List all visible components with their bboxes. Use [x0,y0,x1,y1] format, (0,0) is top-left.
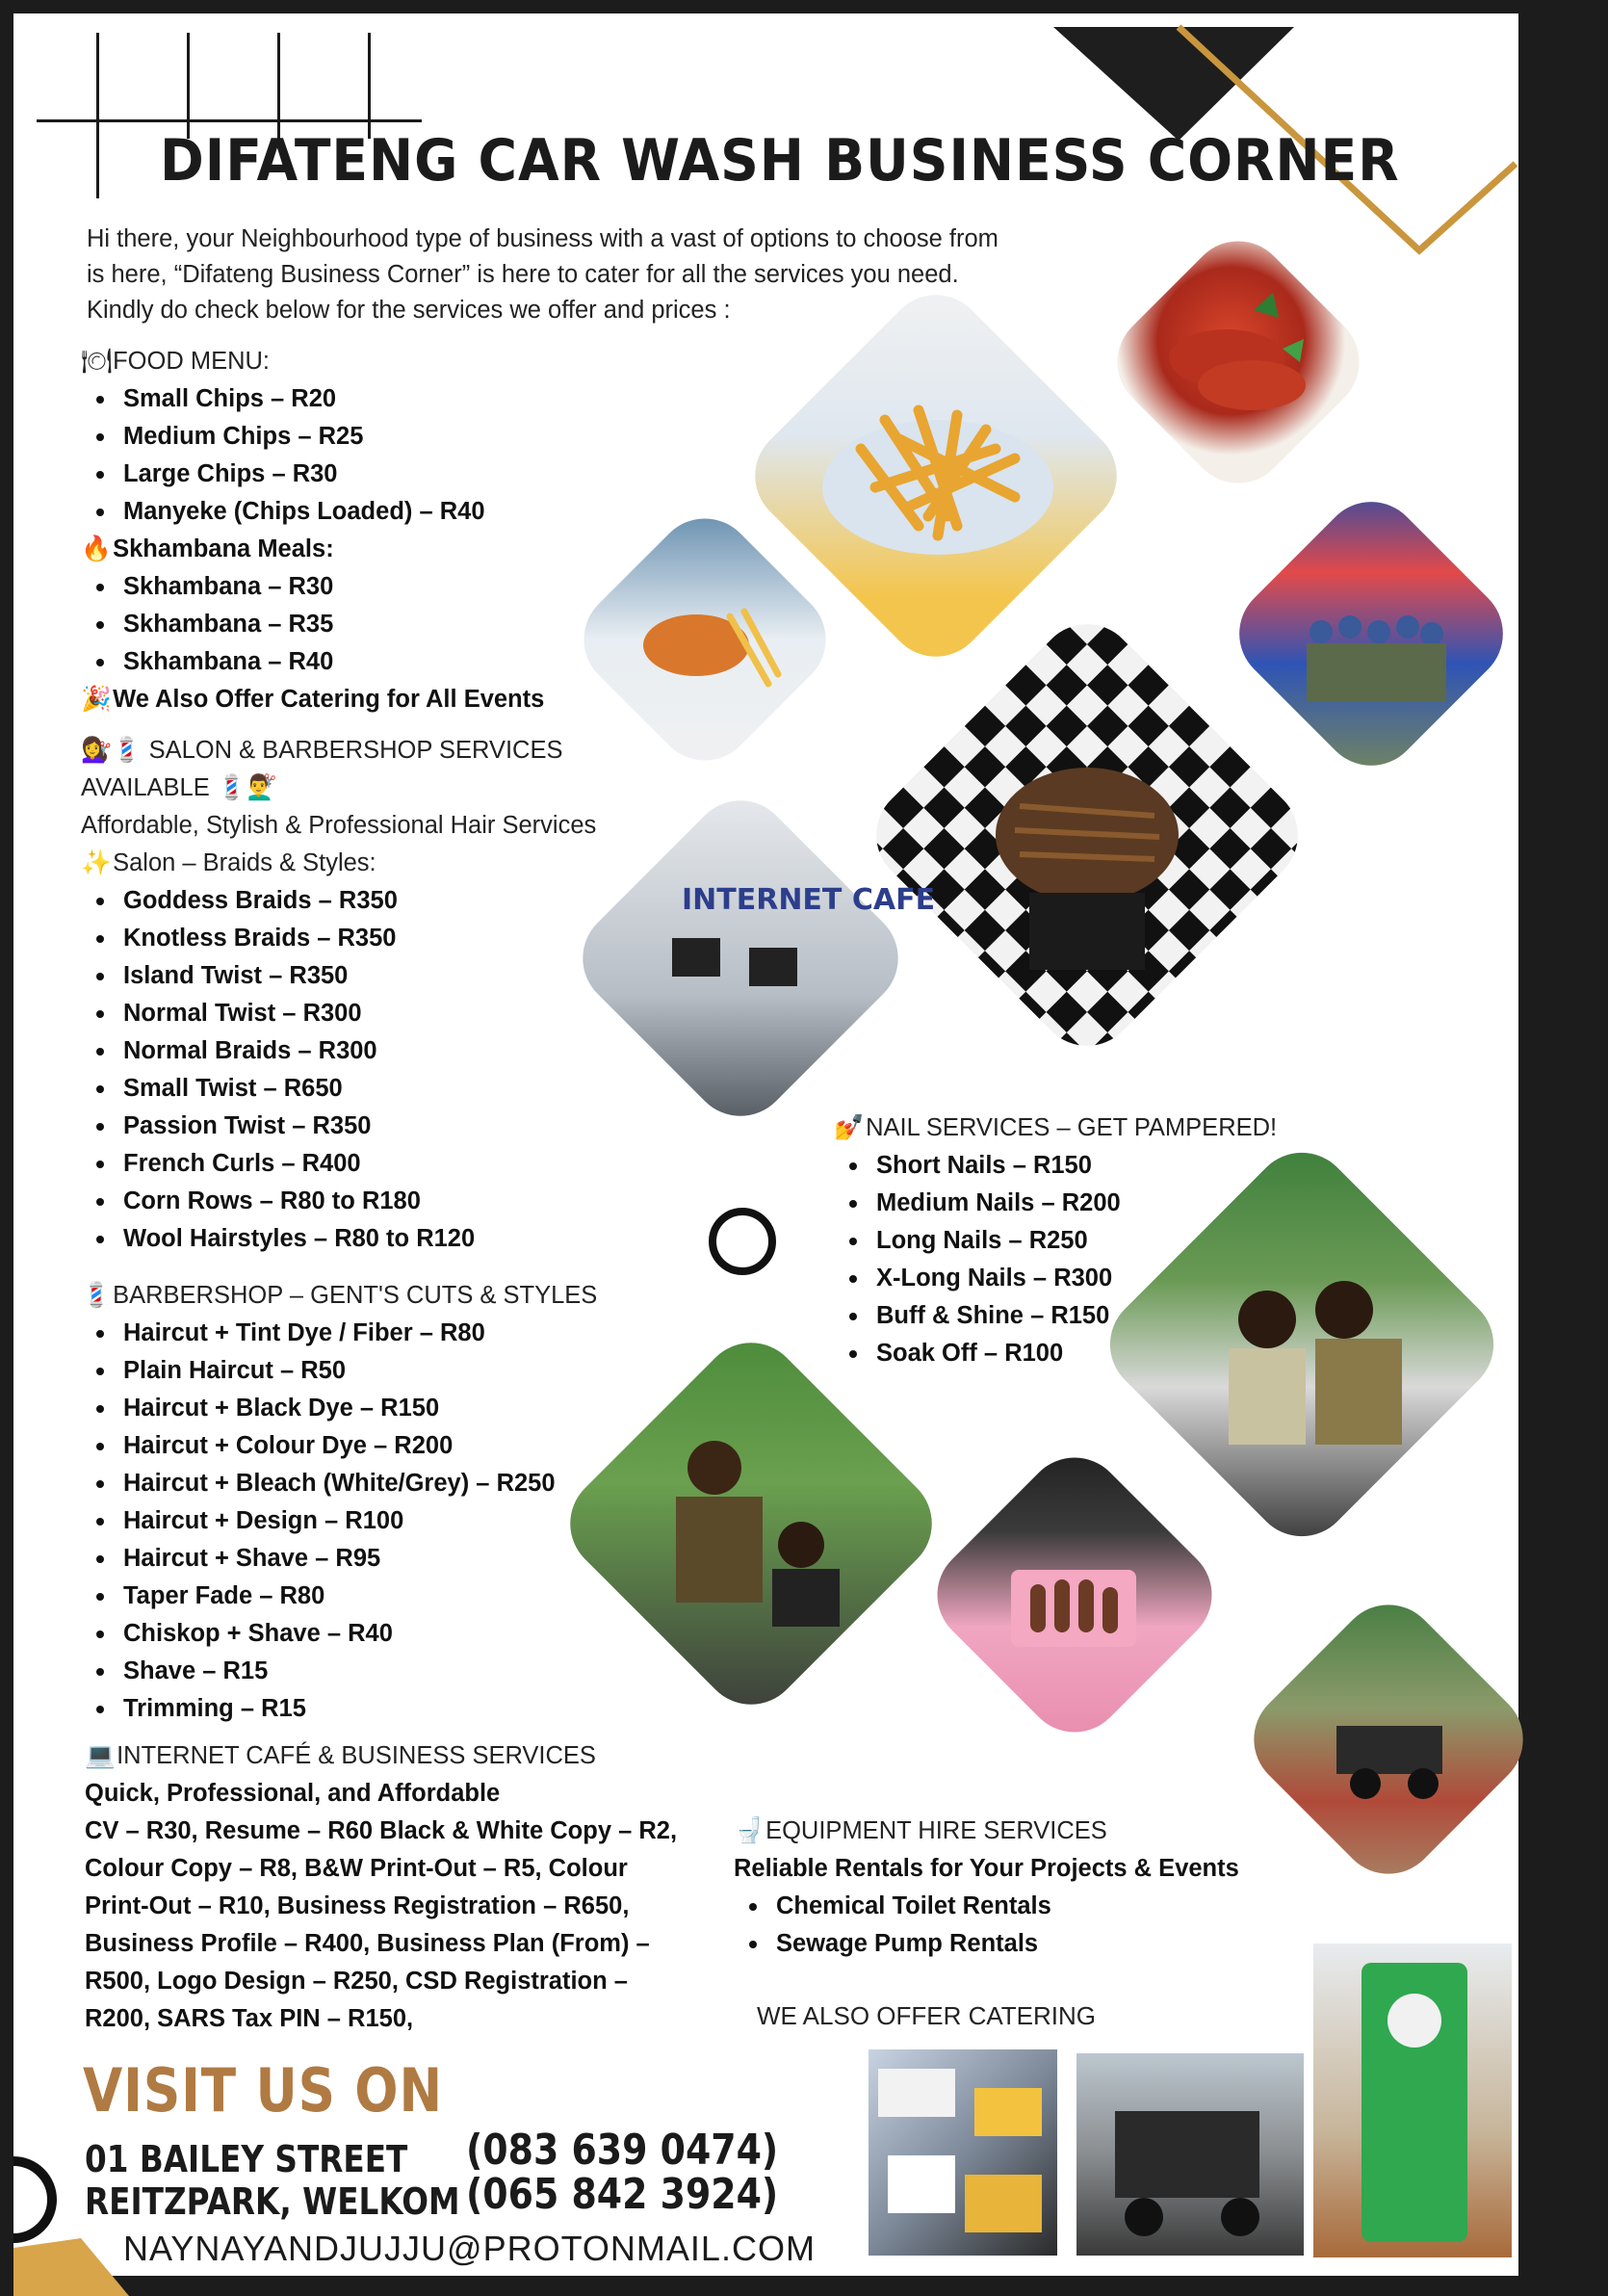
grid-line [96,33,99,198]
nails-photo [917,1437,1232,1753]
list-item: Short Nails – R150 [876,1147,1335,1185]
salon-section [81,732,659,1258]
utensils-icon: 🍽 [81,347,113,376]
list-item: Corn Rows – R80 to R180 [123,1183,659,1220]
phones [466,2128,778,2217]
grid-line [37,119,422,122]
grid-line [368,33,371,139]
address [85,2138,460,2223]
internet-tagline: Quick, Professional, and Affordable [85,1780,501,1807]
grid-line [277,33,280,139]
list-item: Normal Braids – R300 [123,1032,659,1070]
internet-line: R200, SARS Tax PIN – R150, [85,2005,414,2032]
food-heading: FOOD MENU: [113,348,271,375]
list-item: Small Twist – R650 [123,1070,659,1108]
salon-tagline: Affordable, Stylish & Professional Hair Services [81,812,597,839]
list-item: Medium Nails – R200 [876,1185,1335,1222]
nail-polish-icon: 💅 [834,1113,865,1142]
braids-heading: Salon – Braids & Styles: [113,849,376,876]
email: NAYNAYANDJUJJU@PROTONMAIL.COM [123,2229,816,2268]
salon-list [81,882,659,1258]
fire-icon: 🔥 [81,535,112,563]
equipment-photo [1233,1584,1543,1894]
fish-chips-photo [563,498,846,781]
party-icon: 🎉 [81,685,112,714]
internet-line: Business Profile – R400, Business Plan (From) – [85,1930,650,1957]
braids-photo [856,604,1319,1067]
pump-photo [1076,2053,1304,2256]
toilet-photo [1313,1944,1512,2257]
equipment-list [734,1888,1311,1963]
food-section [81,343,620,718]
list-item: Wool Hairstyles – R80 to R120 [123,1220,659,1258]
intro-text: Hi there, your Neighbourhood type of business with a vast of options to choose from is here, “Difateng Business Corner” is here to cater for all the services you need. Kindly do check below for the services we offer and prices : [87,225,999,324]
list-item: Soak Off – R100 [876,1335,1335,1372]
list-item: Haircut + Bleach (White/Grey) – R250 [123,1465,678,1502]
address-line-1: 01 BAILEY STREET [85,2138,408,2180]
list-item: Manyeke (Chips Loaded) – R40 [123,493,620,531]
list-item: Haircut + Black Dye – R150 [123,1390,678,1427]
visit-heading: VISIT US ON [83,2055,443,2126]
svg-text:INTERNET CAFE: INTERNET CAFE [682,883,936,917]
list-item: Chemical Toilet Rentals [776,1888,1311,1925]
list-item: Small Chips – R20 [123,380,620,418]
barber-pole-icon: 💈 [81,1281,112,1310]
list-item: Long Nails – R250 [876,1222,1335,1260]
list-item: Goddess Braids – R350 [123,882,659,920]
internet-line: R500, Logo Design – R250, CSD Registration – [85,1968,628,1995]
list-item: Shave – R15 [123,1653,678,1690]
catering-food-photo [869,2049,1057,2256]
sausage-photo [1097,221,1380,504]
grid-line [187,33,190,139]
equipment-tagline: Reliable Rentals for Your Projects & Events [734,1855,1239,1882]
equipment-section [734,1813,1311,1963]
list-item: Trimming – R15 [123,1690,678,1728]
list-item: Buff & Shine – R150 [876,1297,1335,1335]
food-list [81,380,620,531]
list-item: Normal Twist – R300 [123,995,659,1032]
list-item: Medium Chips – R25 [123,418,620,456]
internet-line: Colour Copy – R8, B&W Print-Out – R5, Colour [85,1855,628,1882]
salon-heading-2: AVAILABLE [81,774,210,801]
internet-cafe-photo [562,780,936,1137]
list-item: Taper Fade – R80 [123,1578,678,1615]
list-item: Sewage Pump Rentals [776,1925,1311,1963]
internet-line: CV – R30, Resume – R60 Black & White Copy – R2, [85,1817,678,1844]
internet-section [85,1737,720,2038]
list-item: Haircut + Tint Dye / Fiber – R80 [123,1315,678,1352]
toilet-icon: 🚽 [734,1816,765,1845]
barber-photo-left [550,1322,953,1726]
salon-heading: SALON & BARBERSHOP SERVICES [148,737,563,764]
list-item: Skhambana – R40 [123,643,620,681]
catering-banner: WE ALSO OFFER CATERING [757,2001,1097,2030]
catering-note: We Also Offer Catering for All Events [113,686,545,713]
address-line-2: REITZPARK, WELKOM [85,2180,460,2223]
list-item: Island Twist – R350 [123,957,659,995]
list-item: Passion Twist – R350 [123,1108,659,1145]
list-item: Chiskop + Shave – R40 [123,1615,678,1653]
list-item: Large Chips – R30 [123,456,620,493]
laptop-icon: 💻 [85,1741,116,1770]
skhambana-list [81,568,620,681]
list-item: X-Long Nails – R300 [876,1260,1335,1297]
skhambana-heading: Skhambana Meals: [113,535,334,562]
phone-2: (065 842 3924) [466,2170,779,2219]
phone-1: (083 639 0474) [466,2126,779,2175]
ring-decoration [709,1208,776,1275]
internet-heading: INTERNET CAFÉ & BUSINESS SERVICES [117,1742,596,1769]
equipment-heading: EQUIPMENT HIRE SERVICES [765,1817,1107,1844]
nails-heading: NAIL SERVICES – GET PAMPERED! [866,1114,1278,1141]
list-item: Plain Haircut – R50 [123,1352,678,1390]
list-item: Skhambana – R35 [123,606,620,643]
barber-heading: BARBERSHOP – GENT'S CUTS & STYLES [113,1282,598,1309]
list-item: Knotless Braids – R350 [123,920,659,957]
salon-icons: 💇‍♀️💈 [81,737,143,764]
list-item: French Curls – R400 [123,1145,659,1183]
list-item: Haircut + Shave – R95 [123,1540,678,1578]
list-item: Haircut + Design – R100 [123,1502,678,1540]
list-item: Haircut + Colour Dye – R200 [123,1427,678,1465]
page-title: DIFATENG CAR WASH BUSINESS CORNER [160,127,1400,195]
list-item: Skhambana – R30 [123,568,620,606]
barber-icons: 💈💇‍♂️ [216,774,278,801]
sparkles-icon: ✨ [81,848,112,877]
group-photo [1219,482,1524,787]
internet-line: Print-Out – R10, Business Registration – R650, [85,1892,630,1919]
